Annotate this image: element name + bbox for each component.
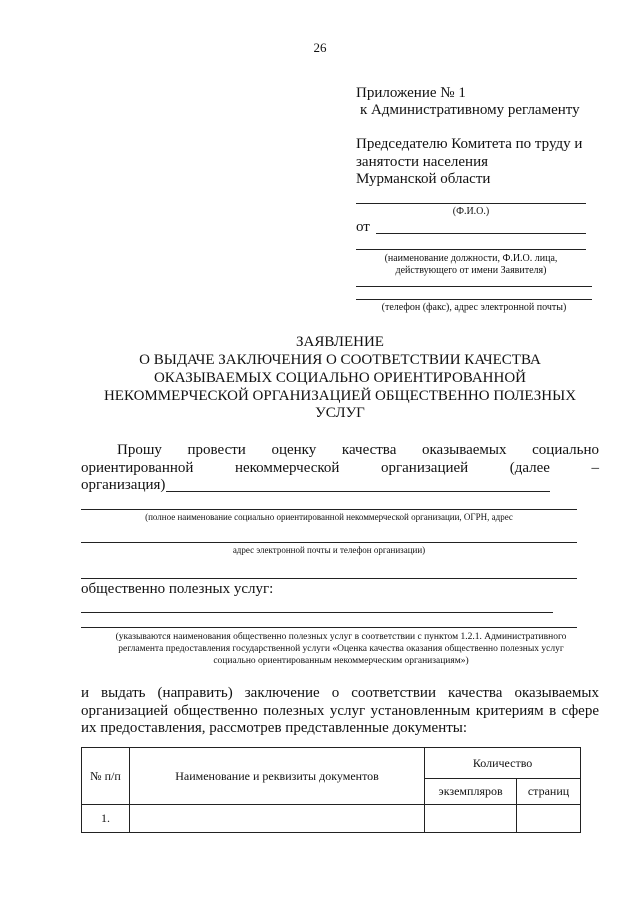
appendix-number: Приложение № 1 <box>356 85 466 101</box>
org-line-1 <box>166 491 550 492</box>
org-line-4 <box>81 578 577 579</box>
col-pages-header: страниц <box>517 779 581 805</box>
services-line-2 <box>81 627 577 628</box>
position-caption-2: действующего от имени Заявителя) <box>395 265 547 276</box>
title-line-3: ОКАЗЫВАЕМЫХ СОЦИАЛЬНО ОРИЕНТИРОВАННОЙ <box>153 370 527 386</box>
services-label: общественно полезных услуг: <box>81 581 274 597</box>
row-pages[interactable] <box>517 805 581 833</box>
contact-line-1 <box>356 286 592 287</box>
services-caption-2: регламента предоставления государственной услуги «Оценка качества оказания общественно полезных услуг <box>118 644 564 654</box>
services-line-1 <box>81 612 553 613</box>
page-number: 26 <box>313 40 327 55</box>
issue-line-2: организацией общественно полезных услуг установленным критериям в сфере <box>81 703 599 719</box>
title-line-2: О ВЫДАЧЕ ЗАКЛЮЧЕНИЯ О СООТВЕТСТВИИ КАЧЕСТВА <box>139 352 541 368</box>
issue-line-1: и выдать (направить) заключение о соответствии качества оказываемых <box>81 685 599 701</box>
from-label: от <box>356 219 370 235</box>
services-caption-3: социально ориентированным некоммерческим организациям») <box>213 656 469 666</box>
addressee-line-1: Председателю Комитета по труду и <box>356 136 583 152</box>
contact-line-2 <box>356 299 592 300</box>
row-doc-name[interactable] <box>129 805 424 833</box>
org-line-3 <box>81 542 577 543</box>
fio-line <box>356 203 586 204</box>
request-line-3: организация) <box>81 477 166 493</box>
org-caption: (полное наименование социально ориентированной некоммерческой организации, ОГРН, адрес <box>145 512 513 522</box>
request-line-1: Прошу провести оценку качества оказываемых социально <box>117 442 599 458</box>
contact-caption: (телефон (факс), адрес электронной почты) <box>381 302 567 313</box>
document-title: ЗАЯВЛЕНИЕ <box>296 334 384 350</box>
col-qty-header: Количество <box>425 748 581 779</box>
col-num-header: № п/п <box>82 748 130 805</box>
documents-table <box>81 747 581 833</box>
from-line <box>376 233 586 234</box>
services-caption-1: (указываются наименования общественно полезных услуг в соответствии с пунктом 1.2.1. Административного <box>115 632 567 642</box>
col-copies-header: экземпляров <box>425 779 517 805</box>
org-caption-2: адрес электронной почты и телефон организации) <box>232 545 426 555</box>
request-line-2: ориентированной некоммерческой организацией (далее – <box>81 460 599 476</box>
addressee-line-3: Мурманской области <box>356 171 491 187</box>
title-line-4: НЕКОММЕРЧЕСКОЙ ОРГАНИЗАЦИЕЙ ОБЩЕСТВЕННО ПОЛЕЗНЫХ <box>103 388 577 404</box>
col-name-header: Наименование и реквизиты документов <box>129 748 424 805</box>
regulation-reference: к Административному регламенту <box>360 102 580 118</box>
table-row <box>82 805 581 833</box>
row-copies[interactable] <box>425 805 517 833</box>
title-line-5: УСЛУГ <box>315 405 365 421</box>
position-caption-1: (наименование должности, Ф.И.О. лица, <box>384 253 558 264</box>
fio-caption: (Ф.И.О.) <box>452 206 490 217</box>
position-line <box>356 249 586 250</box>
addressee-line-2: занятости населения <box>356 154 489 170</box>
issue-line-3: их предоставления, рассмотрев представленные документы: <box>81 720 468 736</box>
org-line-2 <box>81 509 577 510</box>
row-number: 1. <box>82 805 130 833</box>
